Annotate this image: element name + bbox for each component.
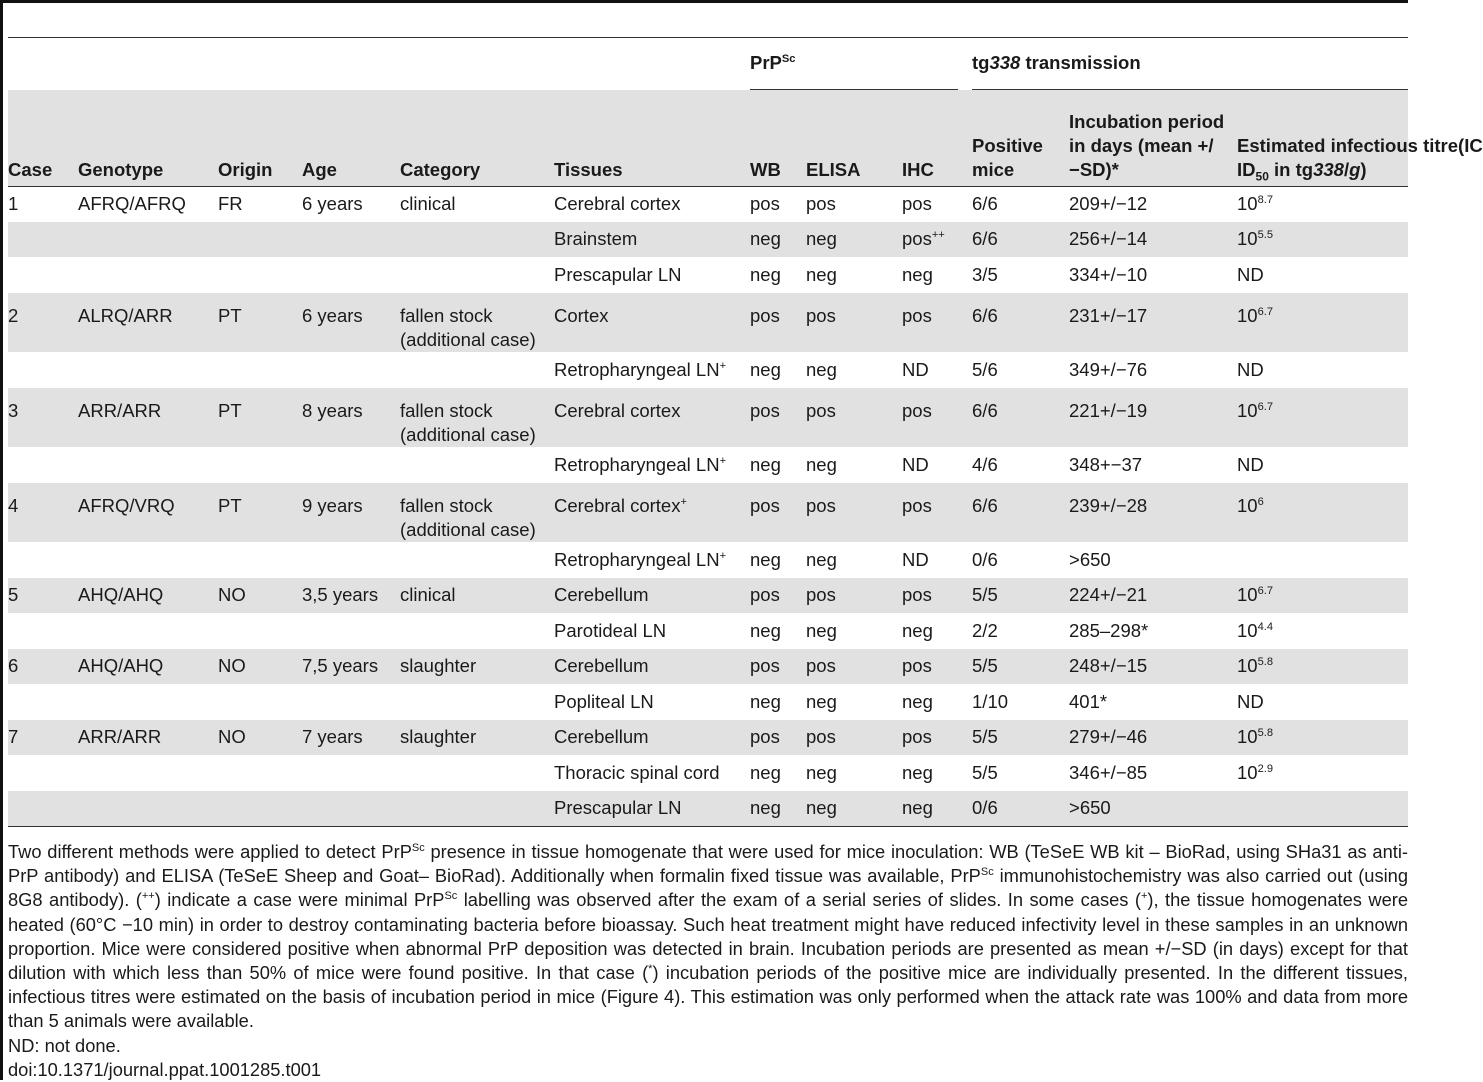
cell-category: fallen stock (additional case) [400,304,536,350]
cell-age: 8 years [302,399,363,421]
cell-ihc: ND [902,453,929,475]
cell-case: 7 [8,726,19,748]
cell-origin [218,791,302,827]
cell-case [8,542,78,578]
cell-elisa: pos [806,193,836,214]
cell-positive-mice: 1/10 [972,690,1009,712]
cell-tissue: Cerebellum [554,655,649,677]
col-ihc: IHC [902,158,934,180]
cell-origin: PT [218,399,242,421]
cell-wb: pos [750,726,780,748]
cell-category [400,257,554,293]
cell-category [400,755,554,791]
cell-incubation: 346+/−85 [1069,761,1148,783]
cell-titre: ND [1237,453,1264,475]
cell-origin: PT [218,494,242,516]
cell-category [400,613,554,649]
cell-age [302,447,400,483]
cell-incubation: 224+/−21 [1069,584,1148,606]
cell-elisa: neg [806,228,837,250]
table-row [8,791,1408,827]
top-border [0,0,1408,3]
table-row [8,720,1408,756]
cell-genotype: ARR/ARR [78,399,162,421]
cell-elisa: neg [806,619,837,641]
cell-category: slaughter [400,655,477,677]
cell-elisa: pos [806,399,836,421]
cell-origin: NO [218,655,246,677]
cell-case: 1 [8,193,19,214]
cell-incubation: 209+/−12 [1069,193,1148,214]
cell-origin [218,222,302,258]
cell-titre: $10^{4.4}$ [1237,619,1274,641]
cell-tissue: Cerebral cortex [554,193,681,214]
cell-genotype [78,542,218,578]
cell-titre: $10^{6.7}$ [1237,584,1274,606]
cell-category [400,684,554,720]
cell-genotype: AHQ/AHQ [78,655,164,677]
cell-titre: $10^{6.7}$ [1237,399,1274,421]
cell-positive-mice: 5/5 [972,761,998,783]
cell-age: 6 years [302,304,363,326]
cell-positive-mice: 2/2 [972,619,998,641]
cell-elisa: pos [806,494,836,516]
cell-age [302,257,400,293]
table-row [8,542,1408,578]
cell-age: 7,5 years [302,655,379,677]
cell-wb: pos [750,399,780,421]
cell-ihc: pos [902,399,932,421]
cell-wb: neg [750,548,781,570]
cell-wb: neg [750,761,781,783]
cell-incubation: 348+−37 [1069,453,1143,475]
cell-origin: NO [218,584,246,606]
cell-category [400,542,554,578]
cell-case [8,222,78,258]
table-row [8,483,1408,543]
cell-origin [218,755,302,791]
cell-ihc: neg [902,619,933,641]
cell-origin [218,352,302,388]
cell-ihc: ND [902,548,929,570]
cell-incubation: 231+/−17 [1069,304,1148,326]
cell-tissue: Prescapular LN [554,263,682,285]
cell-titre: $10^{6.7}$ [1237,304,1274,326]
cell-age [302,222,400,258]
cell-genotype [78,755,218,791]
cell-wb: neg [750,453,781,475]
cell-titre: $10^{8.7}$ [1237,193,1274,214]
cell-category [400,222,554,258]
cell-category: fallen stock (additional case) [400,399,536,445]
cell-case [8,257,78,293]
cell-genotype [78,613,218,649]
cell-tissue: Parotideal LN [554,619,667,641]
cell-ihc: pos [902,726,932,748]
cell-origin [218,447,302,483]
cell-genotype [78,447,218,483]
cell-genotype [78,791,218,827]
cell-origin [218,542,302,578]
cell-positive-mice: 4/6 [972,453,998,475]
table-row [8,352,1408,388]
cell-wb: pos [750,193,780,214]
cell-tissue: Prescapular LN [554,797,682,818]
cell-titre: $10^{2.9}$ [1237,761,1274,783]
cell-positive-mice: 6/6 [972,304,998,326]
tg338-group-header: tg338 transmission [972,38,1408,91]
cell-tissue: Retropharyngeal LN+ [554,453,727,475]
table-row [8,388,1408,448]
table-row [8,293,1408,353]
cell-titre [1237,791,1408,827]
cell-ihc: neg [902,263,933,285]
col-wb: WB [750,158,781,180]
header-group-row [8,38,1408,91]
col-case: Case [8,158,53,180]
cell-positive-mice: 0/6 [972,548,998,570]
cell-positive-mice: 3/5 [972,263,998,285]
cell-elisa: pos [806,655,836,677]
cell-wb: pos [750,584,780,606]
cell-category: clinical [400,193,456,214]
cell-titre: $10^{5.5}$ [1237,228,1274,250]
table-row [8,257,1408,293]
cell-ihc: ND [902,358,929,380]
table-row [8,684,1408,720]
cell-category [400,352,554,388]
cell-origin: FR [218,193,243,214]
cell-elisa: pos [806,304,836,326]
data-table [8,37,1483,827]
cell-age [302,755,400,791]
cell-positive-mice: 0/6 [972,797,998,818]
table-row [8,755,1408,791]
cell-wb: pos [750,304,780,326]
cell-genotype: ALRQ/ARR [78,304,173,326]
cell-origin [218,613,302,649]
cell-titre: ND [1237,263,1264,285]
col-category: Category [400,158,481,180]
cell-ihc: pos [902,304,932,326]
cell-origin [218,684,302,720]
cell-wb: neg [750,228,781,250]
cell-elisa: neg [806,797,837,818]
cell-ihc: neg [902,761,933,783]
cell-case [8,613,78,649]
cell-incubation: 334+/−10 [1069,263,1148,285]
cell-incubation: 239+/−28 [1069,494,1148,516]
cell-category: slaughter [400,726,477,748]
footnote-methods: Two different methods were applied to detect PrP$^{Sc}$ presence in tissue homogenate that were used for mice inoculation: WB (TeSeE WB kit – BioRad, using SHa31 as anti-PrP antibody) and ELISA (TeSeE Sheep and Goat– BioRad). Additionally when formalin fixed tissue was available, PrP$^{Sc}$ immunohistochemistry was also carried out (using 8G8 antibody). (++) indicate a case were minimal PrP$^{Sc}$ labelling was observed after the exam of a serial series of slides. In some cases (+), the tissue homogenates were heated (60°C −10 min) in order to destroy contaminating bacteria before bioassay. Such heat treatment might have reduced infectivity level in these samples in an unknown proportion. Mice were considered positive when abnormal PrP deposition was detected in brain. Incubation periods are presented as mean +/−SD (in days) except for that dilution with which less than 50% of mice were found positive. In that case (*) incubation periods of the positive mice are individually presented. In the different tissues, infectious titres were estimated on the basis of incubation period in mice (Figure 4). This estimation was only performed when the attack rate was 100% and data from more than 5 animals were available. [8,841,1408,1032]
cell-case: 4 [8,494,19,516]
cell-age [302,684,400,720]
column-header-row [8,90,1408,186]
cell-ihc: pos [902,655,932,677]
cell-elisa: pos [806,584,836,606]
cell-category: clinical [400,584,456,606]
cell-positive-mice: 5/6 [972,358,998,380]
cell-genotype: ARR/ARR [78,726,162,748]
cell-elisa: pos [806,726,836,748]
cell-titre [1237,542,1408,578]
table-row [8,578,1408,614]
cell-category [400,791,554,827]
cell-age: 9 years [302,494,363,516]
cell-elisa: neg [806,761,837,783]
cell-genotype [78,222,218,258]
cell-positive-mice: 5/5 [972,655,998,677]
left-border [0,0,3,1080]
cell-incubation: 401* [1069,690,1108,712]
cell-incubation: 349+/−76 [1069,358,1148,380]
cell-age [302,791,400,827]
cell-genotype [78,684,218,720]
cell-tissue: Cerebral cortex [554,399,681,421]
table-row [8,222,1408,258]
cell-incubation: >650 [1069,548,1111,570]
col-genotype: Genotype [78,158,164,180]
cell-genotype [78,352,218,388]
cell-case: 2 [8,304,19,326]
cell-case: 3 [8,399,19,421]
cell-case [8,447,78,483]
cell-ihc: pos [902,193,932,214]
cell-tissue: Retropharyngeal LN+ [554,358,727,380]
cell-titre: ND [1237,358,1264,380]
cell-titre: $10^6$ [1237,494,1264,516]
prpsc-group-header: PrP$^{Sc}$ [750,38,972,91]
cell-age: 3,5 years [302,584,379,606]
cell-incubation: 248+/−15 [1069,655,1148,677]
cell-incubation: 279+/−46 [1069,726,1148,748]
footnote-nd: ND: not done. [8,1034,121,1056]
cell-case: 6 [8,655,19,677]
cell-case [8,352,78,388]
cell-ihc: neg [902,797,933,818]
cell-age [302,542,400,578]
col-positive-mice: Positive mice [972,134,1043,180]
cell-elisa: neg [806,690,837,712]
cell-incubation: 221+/−19 [1069,399,1148,421]
cell-age [302,613,400,649]
cell-genotype: AFRQ/AFRQ [78,193,186,214]
cell-titre: ND [1237,690,1264,712]
table-row [8,649,1408,685]
cell-ihc: pos [902,494,932,516]
cell-genotype: AFRQ/VRQ [78,494,175,516]
cell-age [302,352,400,388]
cell-titre: $10^{5.8}$ [1237,726,1274,748]
cell-elisa: neg [806,453,837,475]
cell-positive-mice: 6/6 [972,228,998,250]
cell-category: fallen stock (additional case) [400,494,536,540]
cell-wb: neg [750,358,781,380]
cell-origin: PT [218,304,242,326]
cell-wb: neg [750,263,781,285]
footnote-doi: doi:10.1371/journal.ppat.1001285.t001 [8,1058,322,1080]
cell-ihc: neg [902,690,933,712]
col-origin: Origin [218,158,273,180]
cell-wb: pos [750,655,780,677]
cell-origin [218,257,302,293]
cell-incubation: 256+/−14 [1069,228,1148,250]
cell-titre: $10^{5.8}$ [1237,655,1274,677]
cell-incubation: >650 [1069,797,1111,818]
cell-elisa: neg [806,263,837,285]
cell-tissue: Retropharyngeal LN+ [554,548,727,570]
cell-tissue: Cerebellum [554,726,649,748]
col-titre: Estimated infectious titre(IC $ID_{50}$ in tg338/g) [1237,134,1483,184]
cell-elisa: neg [806,358,837,380]
cell-age: 7 years [302,726,363,748]
cell-incubation: 285–298* [1069,619,1149,641]
col-age: Age [302,158,337,180]
cell-tissue: Cerebellum [554,584,649,606]
table-row [8,186,1408,222]
cell-wb: pos [750,494,780,516]
cell-positive-mice: 6/6 [972,399,998,421]
cell-tissue: Brainstem [554,228,638,250]
cell-tissue: Popliteal LN [554,690,654,712]
cell-positive-mice: 6/6 [972,193,998,214]
table-row [8,613,1408,649]
cell-origin: NO [218,726,246,748]
cell-wb: neg [750,619,781,641]
cell-ihc: pos++ [902,228,945,250]
table-footnotes [8,840,1408,1082]
cell-category [400,447,554,483]
cell-positive-mice: 6/6 [972,494,998,516]
cell-case [8,755,78,791]
cell-ihc: pos [902,584,932,606]
cell-tissue: Cortex [554,304,609,326]
col-elisa: ELISA [806,158,861,180]
cell-genotype [78,257,218,293]
cell-elisa: neg [806,548,837,570]
cell-tissue: Thoracic spinal cord [554,761,720,783]
cell-wb: neg [750,690,781,712]
cell-positive-mice: 5/5 [972,726,998,748]
cell-age: 6 years [302,193,363,214]
col-incubation: Incubation period in days (mean +/−SD)* [1069,110,1225,180]
cell-positive-mice: 5/5 [972,584,998,606]
table-row [8,447,1408,483]
cell-genotype: AHQ/AHQ [78,584,164,606]
cell-case [8,791,78,827]
cell-case [8,684,78,720]
cell-case: 5 [8,584,19,606]
col-tissues: Tissues [554,158,623,180]
cell-tissue: Cerebral cortex+ [554,494,687,516]
cell-wb: neg [750,797,781,818]
